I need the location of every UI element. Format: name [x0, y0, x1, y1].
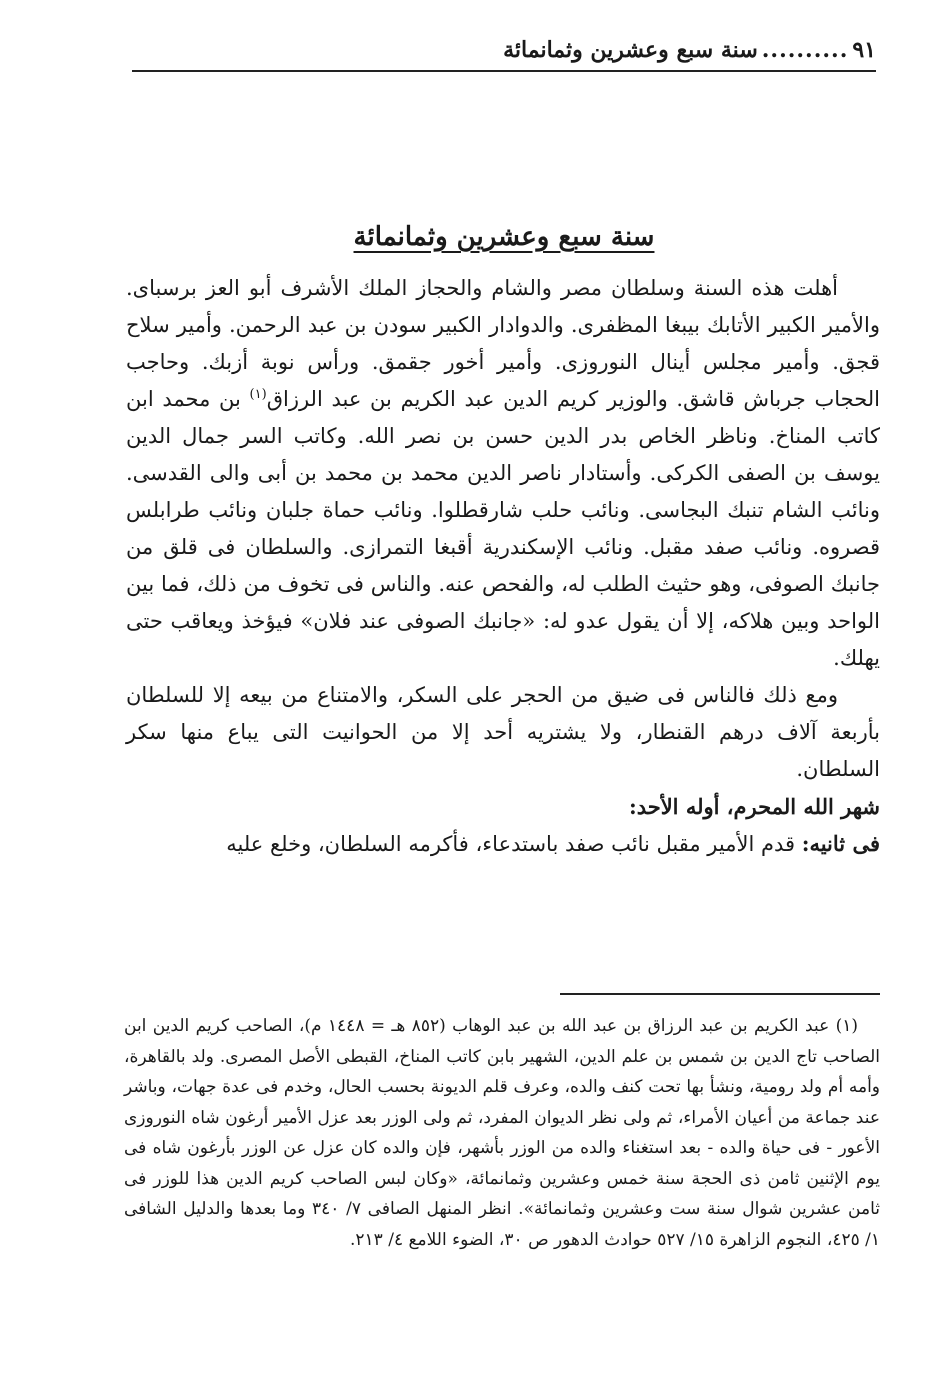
footnote-marker[interactable]: (١) [249, 387, 267, 402]
month-heading: شهر الله المحرم، أوله الأحد: [628, 794, 880, 819]
footnotes [124, 1011, 880, 1255]
paragraph-2: ومع ذلك فالناس فى ضيق من الحجر على السكر، والامتناع من بيعه إلا للسلطان بأربعة آلاف درهم القنطار، ولا يشتريه أحد إلا من الحوانيت التى يباع منها سكر السلطان. [126, 683, 880, 781]
paragraph-1-continued: بن محمد ابن كاتب المناخ. وناظر الخاص بدر الدين حسن بن نصر الله. وكاتب السر جمال الدين يوسف بن الصفى الكركى. وأستادار ناصر الدين محمد بن محمد بن أبى والى القدسى. ونائب الشام تنبك البجاسى. ونائب حلب شارقطلوا. ونائب حماة جلبان ونائب طرابلس قصروه. ونائب صفد مقبل. ونائب الإسكندرية أقبغا التمرازى. والسلطان فى قلق من جانبك الصوفى، وهو حثيث الطلب له، والفحص عنه. والناس فى تخوف من ذلك، فما بين الواحد وبين هلاكه، إلا أن يقول عدو له: «جانبك الصوفى عند فلان» فيؤخذ ويعاقب حتى يهلك. [126, 387, 880, 670]
running-title: سنة سبع وعشرين وثمانمائة [503, 37, 758, 63]
header-dots: .......... [761, 37, 849, 63]
paragraph-1-text: أهلت هذه السنة وسلطان مصر والشام والحجاز الملك الأشرف أبو العز برسباى. والأمير الكبير الأتابك بيبغا المظفرى. والدوادار الكبير سودن بن عبد الرحمن. وأمير سلاح قجق. وأمير مجلس أينال النوروزى. وأمير أخور جقمق. ورأس نوبة أزبك. وحاجب الحجاب جرباش قاشق. والوزير كريم الدين عبد الكريم بن عبد الرزاق [126, 276, 880, 411]
page-number: ٩١ [852, 37, 876, 63]
running-header [132, 30, 876, 72]
footnote-divider [560, 993, 880, 995]
main-text [126, 270, 880, 863]
paragraph-3-lead: فى ثانيه: [801, 831, 880, 856]
footnote-1: (١) عبد الكريم بن عبد الرزاق بن عبد الله بن عبد الوهاب (٨٥٢ هـ = ١٤٤٨ م)، الصاحب كريم الدين ابن الصاحب تاج الدين بن شمس بن علم الدين، الشهير بابن كاتب المناخ، القبطى الأصل المصرى. ولد بالقاهرة، وأمه أم ولد رومية، ونشأ بها تحت كنف والده، وعرف قلم الديونة بحسب الحال، وخدم فى عدة جهات، وباشر عند جماعة من أعيان الأمراء، ثم ولى نظر الديوان المفرد، ثم ولى الوزر بعد عزل الأمير أرغون شاه النوروزى الأعور - فى حياة والده - بعد استغناء والده من الوزر بأشهر، فإن والده كان عزل عن الوزر بأرغون شاه فى يوم الإثنين ثامن ذى الحجة سنة خمس وعشرين وثمانمائة، «وكان لبس الصاحب كريم الدين هذا للوزر فى ثامن عشرين شوال سنة ست وعشرين وثمانمائة». انظر المنهل الصافى ٧/ ٣٤٠ وما بعدها والدليل الشافى ١/ ٤٢٥، النجوم الزاهرة ١٥/ ٥٢٧ حوادث الدهور ص ٣٠، الضوء اللامع ٤/ ٢١٣. [124, 1016, 881, 1250]
chapter-title: سنة سبع وعشرين وثمانمائة [353, 222, 655, 252]
paragraph-3 [126, 825, 880, 863]
paragraph-1 [126, 270, 880, 677]
paragraph-3-text: قدم الأمير مقبل نائب صفد باستدعاء، فأكرمه السلطان، وخلع عليه [226, 832, 802, 856]
